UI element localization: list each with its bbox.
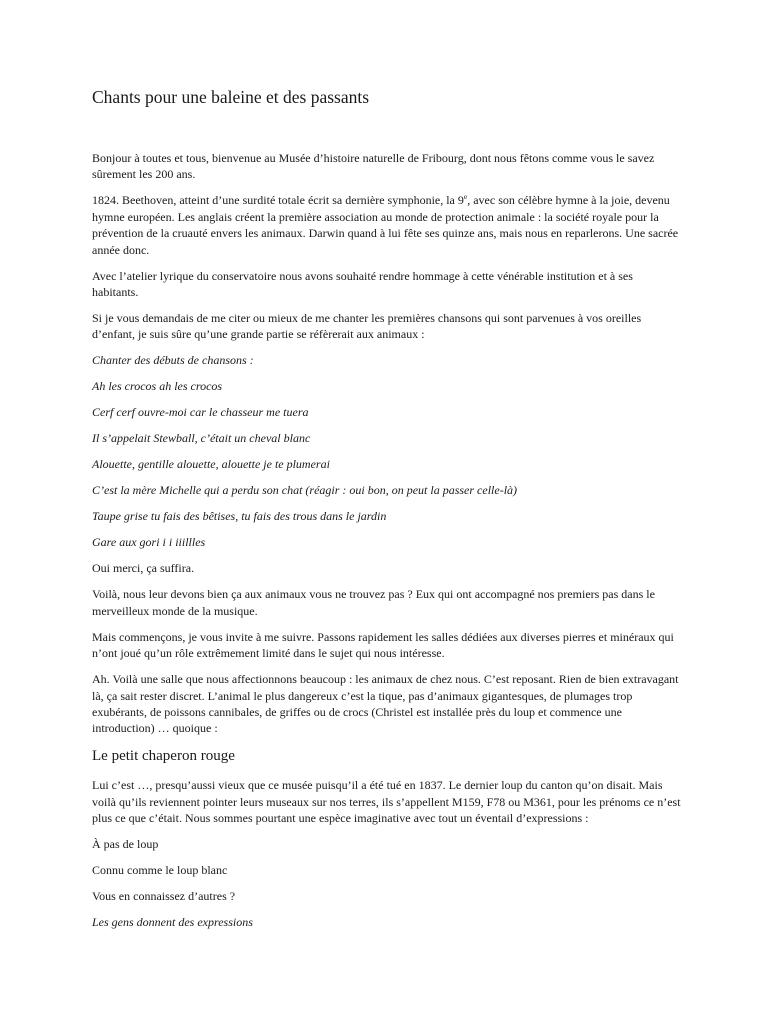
song-line: Ah les crocos ah les crocos	[92, 379, 223, 394]
paragraph-voila: Voilà, nous leur devons bien ça aux animaux vous ne trouvez pas ? Eux qui ont accompagné nos premiers pas dans le merveilleux monde de la musique.	[92, 587, 655, 618]
document-title: Chants pour une baleine et des passants	[92, 87, 370, 107]
paragraph-atelier: Avec l’atelier lyrique du conservatoire nous avons souhaité rendre hommage à cette vénérable institution et à ses habitants.	[92, 268, 633, 300]
paragraph-loup: Lui c’est …, presqu’aussi vieux que ce musée puisqu’il a été tué en 1837. Le dernier loup du canton qu’on disait. Mais voilà qu’ils reviennent pointer leurs museaux sur nos terres, ils s’appellent M159, F78 ou M361, pour les prénoms ce n’est plus ce que c’était. Nous sommes pourtant une espèce imaginative avec tout un éventail d’expressions :	[92, 778, 681, 826]
paragraph-1824-end: , avec son célèbre hymne à la joie, devenu hymne européen. Les anglais créent la première association au monde de protection animale : la société royale pour la prévention de la cruauté envers les animaux. Darwin quand à lui fête ses quinze ans, mais nous en reparlerons. Une sacrée année donc.	[92, 193, 679, 257]
paragraph-commencons: Mais commençons, je vous invite à me suivre. Passons rapidement les salles dédiées aux diverses pierres et minéraux qui n’ont joué qu’un rôle extrêmement limité dans le sujet qui nous intéresse.	[92, 629, 674, 661]
song-line: C’est la mère Michelle qui a perdu son chat (réagir : oui bon, on peut la passer celle-là)	[92, 483, 518, 498]
paragraph-salle: Ah. Voilà une salle que nous affectionnons beaucoup : les animaux de chez nous. C’est reposant. Rien de bien extravagant là, ça sait rester discret. L’animal le plus dangereux c’est la tique, pas d’animaux gigantesques, de plumages trop exubérants, de poissons cannibales, de griffes ou de crocs (Christel est installée près du loup et commence une introduction) … quoique :	[92, 672, 679, 736]
stage-direction: Les gens donnent des expressions	[92, 915, 253, 930]
paragraph-1824-start: 1824. Beethoven, atteint d’une surdité totale écrit sa dernière symphonie, la 9	[92, 193, 464, 208]
expression-line: Connu comme le loup blanc	[92, 863, 228, 878]
paragraph-question: Vous en connaissez d’autres ?	[92, 889, 236, 904]
song-line: Taupe grise tu fais des bêtises, tu fais des trous dans le jardin	[92, 509, 387, 524]
song-line: Alouette, gentille alouette, alouette je te plumerai	[92, 457, 330, 472]
song-line: Chanter des débuts de chansons :	[92, 353, 254, 368]
song-line: Gare aux gori i i iiillles	[92, 535, 206, 550]
intro-paragraph: Bonjour à toutes et tous, bienvenue au Musée d’histoire naturelle de Fribourg, dont nous fêtons comme vous le savez sûrement les 200 ans.	[92, 151, 655, 182]
expression-line: À pas de loup	[92, 837, 159, 852]
paragraph-1824	[92, 192, 682, 258]
song-line: Cerf cerf ouvre-moi car le chasseur me tuera	[92, 405, 309, 420]
ordinal-superscript: e	[463, 192, 468, 202]
paragraph-merci: Oui merci, ça suffira.	[92, 561, 195, 576]
paragraph-demande: Si je vous demandais de me citer ou mieux de me chanter les premières chansons qui sont parvenues à vos oreilles d’enfant, je suis sûre qu’une grande partie se réfèrerait aux animaux :	[92, 311, 642, 342]
song-line: Il s’appelait Stewball, c’était un cheval blanc	[92, 431, 311, 446]
section-title: Le petit chaperon rouge	[92, 748, 235, 765]
document-page	[92, 86, 682, 940]
